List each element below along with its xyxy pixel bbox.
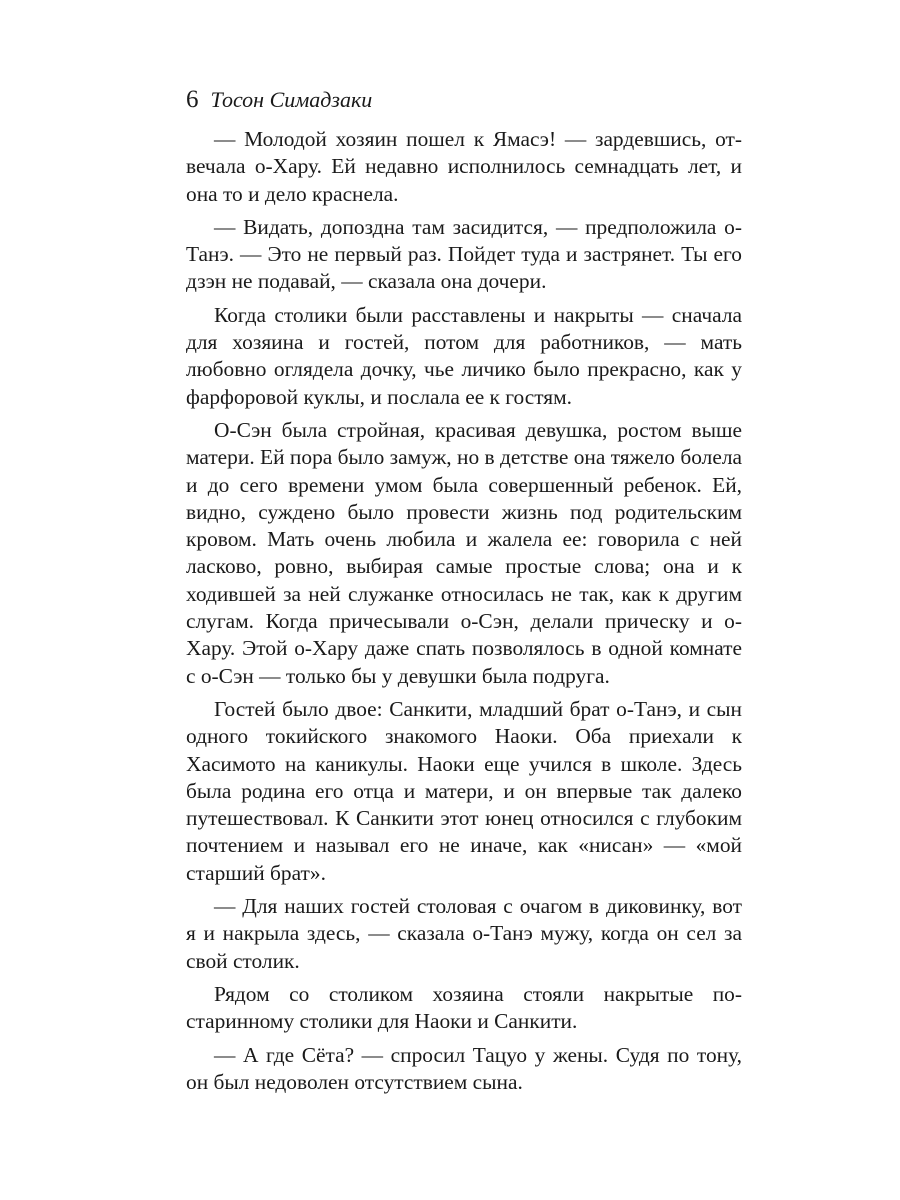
paragraph: — Для наших гостей столовая с очагом в диковинку, вот я и накрыла здесь, — сказала о-Танэ мужу, когда он сел за свой столик. bbox=[186, 894, 742, 973]
book-page bbox=[186, 86, 742, 1096]
paragraph: — Видать, допоздна там засидится, — предположила о-Танэ. — Это не первый раз. Пойдет туда и застрянет. Ты его дзэн не подавай, — сказала она дочери. bbox=[186, 214, 742, 294]
body-text bbox=[186, 126, 742, 1096]
paragraph: — А где Сёта? — спросил Тацуо у жены. Судя по тону, он был недоволен отсутствием сына. bbox=[186, 1042, 742, 1094]
paragraph: Когда столики были расставлены и накрыты — сначала для хозяина и гостей, потом для работников, — мать любовно оглядела дочку, чье личико было прекрасно, как у фарфоровой куклы, и послала ее к гостям. bbox=[186, 302, 742, 409]
running-head-author: Тосон Симадзаки bbox=[210, 87, 373, 112]
paragraph: Рядом со столиком хозяина стояли накрытые постаринному столики для Наоки и Санкити. bbox=[186, 981, 742, 1034]
page-header bbox=[186, 86, 742, 118]
paragraph: — Молодой хозяин пошел к Ямасэ! — зардевшись, отвечала о-Хару. Ей недавно исполнилось семнадцать лет, и она то и дело краснела. bbox=[186, 127, 742, 206]
page-number: 6 bbox=[186, 86, 199, 113]
paragraph: О-Сэн была стройная, красивая девушка, ростом выше матери. Ей пора было замуж, но в детстве она тяжело болела и до сего времени умом была совершенный ребенок. Ей, видно, суждено было провести жизнь под родительским кровом. Мать очень любила и жалела ее: говорила с ней ласково, ровно, выбирая самые простые слова; она и к ходившей за ней служанке относилась не так, как к другим слугам. Когда причесывали о-Сэн, делали прическу и о-Хару. Этой о-Хару даже спать позволялось в одной комнате с о-Сэн — только бы у девушки была подруга. bbox=[186, 417, 742, 688]
paragraph: Гостей было двое: Санкити, младший брат о-Танэ, и сын одного токийского знакомого Наоки. Оба приехали к Хасимото на каникулы. Наоки еще учился в школе. Здесь была родина его отца и матери, и он впервые так далеко путешествовал. К Санкити этот юнец относился с глубоким почтением и называл его не иначе, как «нисан» — «мой старший брат». bbox=[186, 696, 742, 885]
